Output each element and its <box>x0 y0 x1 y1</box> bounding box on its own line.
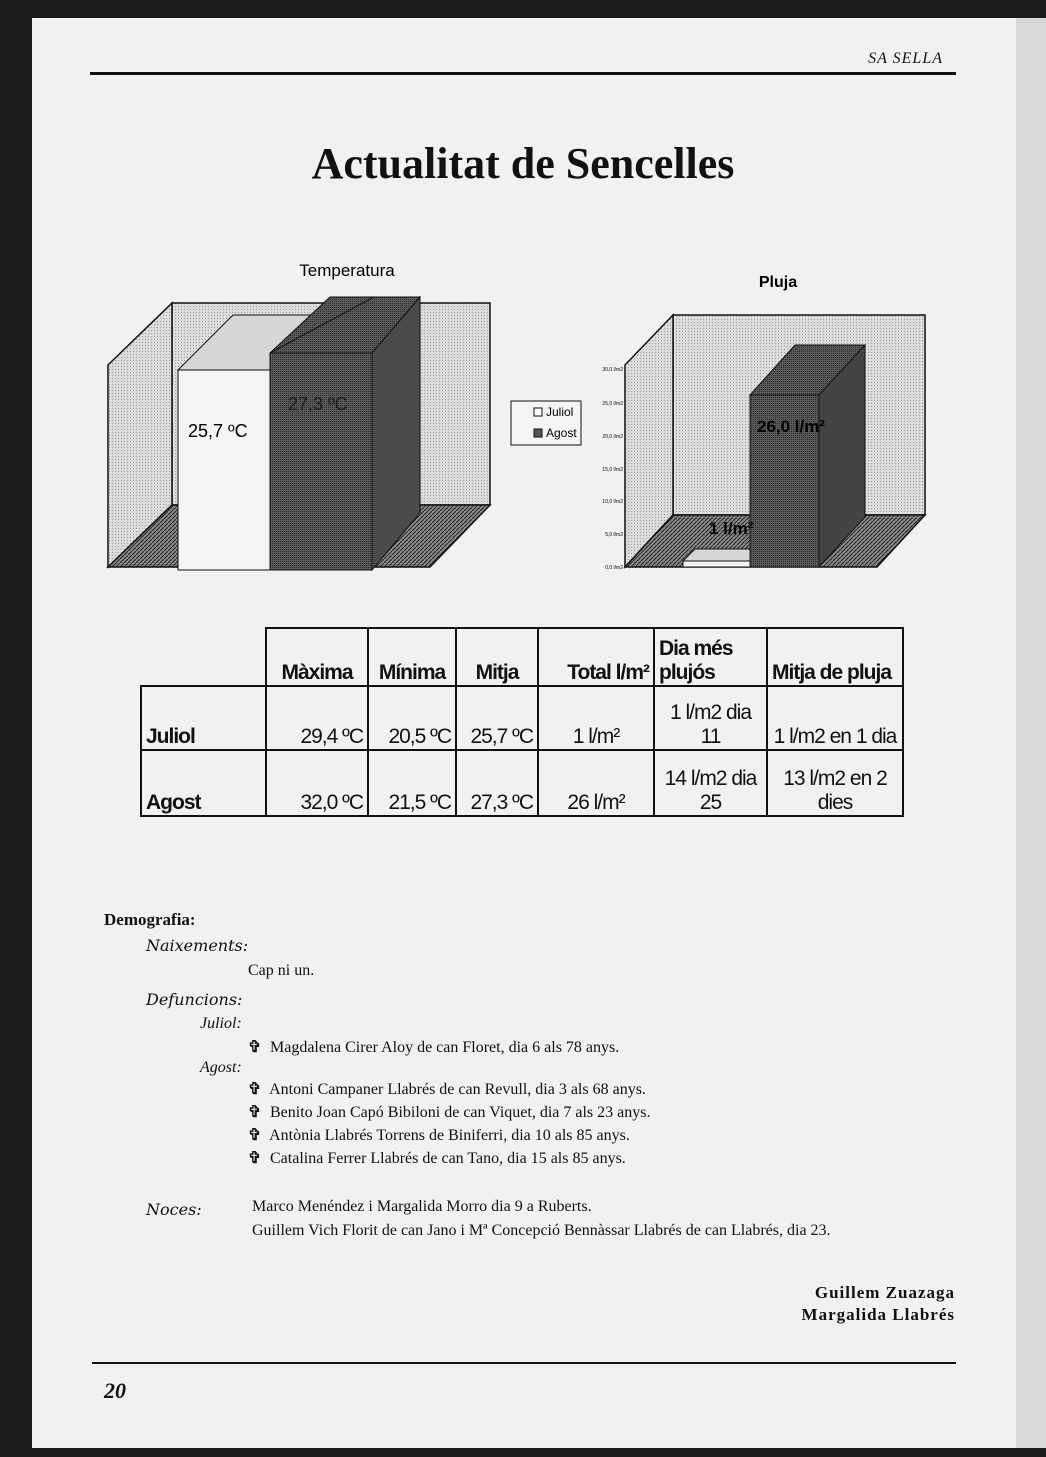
col-minima: Mínima <box>368 628 456 686</box>
header-rule <box>90 72 956 75</box>
cross-icon: ✞ <box>248 1127 262 1144</box>
label-agost: 27,3 ºC <box>288 394 348 414</box>
cross-icon: ✞ <box>248 1104 262 1121</box>
table-cell: 26 l/m² <box>538 750 654 816</box>
defuncions-label: Defuncions: <box>146 990 243 1009</box>
list-item <box>248 1079 646 1099</box>
defuncio-text: Catalina Ferrer Llabrés de can Tano, dia 15 als 85 anys. <box>270 1150 626 1167</box>
label-pluja-agost: 26,0 l/m² <box>757 417 826 436</box>
bar-pluja-agost <box>750 345 865 567</box>
temperatura-chart-title: Temperatura <box>299 261 395 280</box>
table-cell: 25,7 ºC <box>456 686 538 750</box>
defuncio-text: Antoni Campaner Llabrés de can Revull, dia 3 als 68 anys. <box>269 1081 646 1098</box>
agost-label: Agost: <box>200 1059 242 1076</box>
tick-5: 5,0 l/m2 <box>605 532 623 538</box>
noces-label: Noces: <box>146 1200 202 1219</box>
list-item <box>248 1102 650 1122</box>
page-edge <box>1016 18 1046 1448</box>
table-cell: 20,5 ºC <box>368 686 456 750</box>
pluja-chart-title: Pluja <box>758 274 798 291</box>
demografia-heading: Demografia: <box>104 910 196 929</box>
col-total: Total l/m² <box>538 628 654 686</box>
col-dia-mes-plujos: Dia més plujós <box>654 628 767 686</box>
defuncio-text: Benito Joan Capó Bibiloni de can Viquet, dia 7 als 23 anys. <box>270 1104 651 1121</box>
naixements-label: Naixements: <box>146 936 249 955</box>
list-item <box>248 1148 626 1168</box>
table-row <box>141 750 903 816</box>
cross-icon: ✞ <box>248 1081 262 1098</box>
temperatura-chart <box>100 255 500 585</box>
tick-10: 10,0 l/m2 <box>602 499 623 505</box>
list-item <box>248 1037 619 1057</box>
noces-item: Marco Menéndez i Margalida Morro dia 9 a Ruberts. <box>252 1198 592 1215</box>
tick-25: 25,0 l/m2 <box>602 401 623 407</box>
tick-20: 20,0 l/m2 <box>602 434 623 440</box>
table-cell: 29,4 ºC <box>266 686 368 750</box>
table-cell: 1 l/m2 en 1 dia <box>767 686 903 750</box>
juliol-label: Juliol: <box>200 1015 242 1032</box>
label-pluja-juliol: 1 l/m² <box>709 519 754 538</box>
cross-icon: ✞ <box>248 1039 262 1056</box>
pluja-chart <box>505 265 935 585</box>
table-cell: 21,5 ºC <box>368 750 456 816</box>
page-title: Actualitat de Sencelles <box>311 139 735 188</box>
naixements-text: Cap ni un. <box>248 962 315 979</box>
legend-juliol: Juliol <box>546 405 574 419</box>
defuncio-text: Antònia Llabrés Torrens de Biniferri, dia 10 als 85 anys. <box>269 1127 630 1144</box>
weather-table <box>140 627 904 817</box>
publication-name: SA SELLA <box>868 50 943 67</box>
defuncio-text: Magdalena Cirer Aloy de can Floret, dia 6 als 78 anys. <box>270 1039 620 1056</box>
cross-icon: ✞ <box>248 1150 262 1167</box>
table-row <box>141 686 903 750</box>
pluja-legend <box>511 401 581 445</box>
col-mitja-pluja: Mitja de pluja <box>767 628 903 686</box>
label-juliol: 25,7 ºC <box>188 421 248 441</box>
row-label: Agost <box>141 750 266 816</box>
table-cell: 27,3 ºC <box>456 750 538 816</box>
legend-agost: Agost <box>546 426 577 440</box>
author-name: Guillem Zuazaga <box>814 1283 955 1302</box>
col-mitja: Mitja <box>456 628 538 686</box>
table-cell: 13 l/m2 en 2 dies <box>767 750 903 816</box>
table-cell: 14 l/m2 dia 25 <box>654 750 767 816</box>
footer-rule <box>92 1362 956 1364</box>
tick-15: 15,0 l/m2 <box>602 467 623 473</box>
table-cell: 1 l/m2 dia 11 <box>654 686 767 750</box>
list-item <box>248 1125 630 1145</box>
table-cell: 1 l/m² <box>538 686 654 750</box>
table-cell: 32,0 ºC <box>266 750 368 816</box>
pluja-axis <box>602 365 625 571</box>
page-number: 20 <box>104 1378 126 1403</box>
bar-agost <box>270 297 420 570</box>
col-maxima: Màxima <box>266 628 368 686</box>
tick-30: 30,0 l/m2 <box>602 367 623 373</box>
noces-item: Guillem Vich Florit de can Jano i Mª Concepció Bennàssar Llabrés de can Llabrés, dia 23. <box>252 1222 831 1239</box>
author-name: Margalida Llabrés <box>801 1305 955 1324</box>
tick-0: 0,0 l/m2 <box>605 565 623 571</box>
row-label: Juliol <box>141 686 266 750</box>
